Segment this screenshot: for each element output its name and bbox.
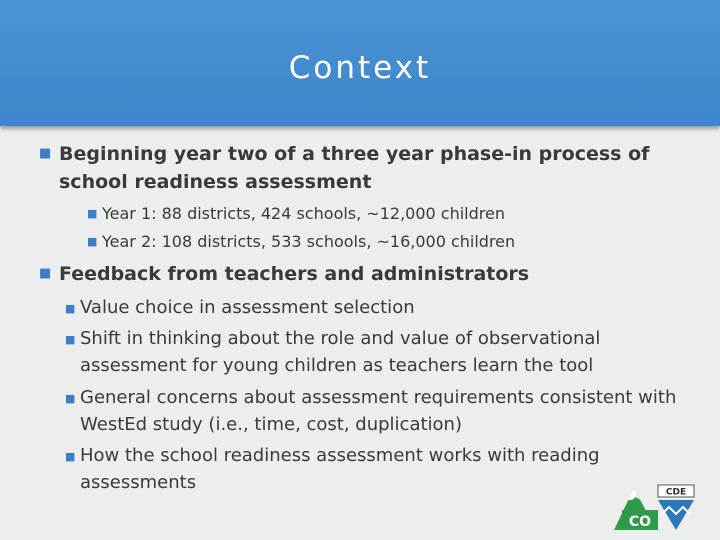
bullet-square-icon: ■	[65, 392, 76, 405]
sub-bullet-text: How the school readiness assessment works with reading assessments	[80, 445, 600, 493]
bullet-square-icon: ■	[65, 333, 76, 346]
sub-bullet-text: Shift in thinking about the role and value of observational assessment for young children as teachers learn the tool	[80, 328, 601, 376]
logo-cde-text: CDE	[665, 487, 687, 498]
sub-bullet-item	[87, 232, 702, 252]
bullet-text: Beginning year two of a three year phase-in process of school readiness assessment	[59, 143, 650, 193]
bullet-item	[39, 260, 699, 288]
bullet-square-icon: ■	[87, 207, 98, 220]
bullet-item	[39, 140, 699, 196]
slide-title: Context	[288, 50, 432, 86]
sub-bullet-text: Value choice in assessment selection	[80, 297, 415, 318]
sub-bullet-text: General concerns about assessment requirements consistent with WestEd study (i.e., time, cost, duplication)	[80, 387, 677, 435]
bullet-square-icon: ■	[65, 302, 76, 315]
bullet-square-icon: ■	[65, 450, 76, 463]
sub-bullet-item	[65, 384, 680, 438]
logo-snowcap-icon	[628, 488, 640, 500]
sub-bullet-item	[65, 442, 680, 496]
sub-bullet-item	[65, 325, 680, 379]
bullet-square-icon: ■	[39, 266, 52, 281]
cde-colorado-logo	[612, 476, 708, 532]
sub-bullet-item	[87, 204, 702, 224]
sub-bullet-text: Year 1: 88 districts, 424 schools, ~12,000 children	[102, 204, 505, 223]
sub-bullet-item	[65, 294, 680, 321]
bullet-text: Feedback from teachers and administrators	[59, 263, 530, 285]
logo-co-text: CO	[628, 514, 652, 530]
bullet-square-icon: ■	[39, 146, 52, 161]
sub-bullet-text: Year 2: 108 districts, 533 schools, ~16,000 children	[102, 232, 516, 251]
bullet-square-icon: ■	[87, 235, 98, 248]
title-bar	[0, 0, 720, 126]
